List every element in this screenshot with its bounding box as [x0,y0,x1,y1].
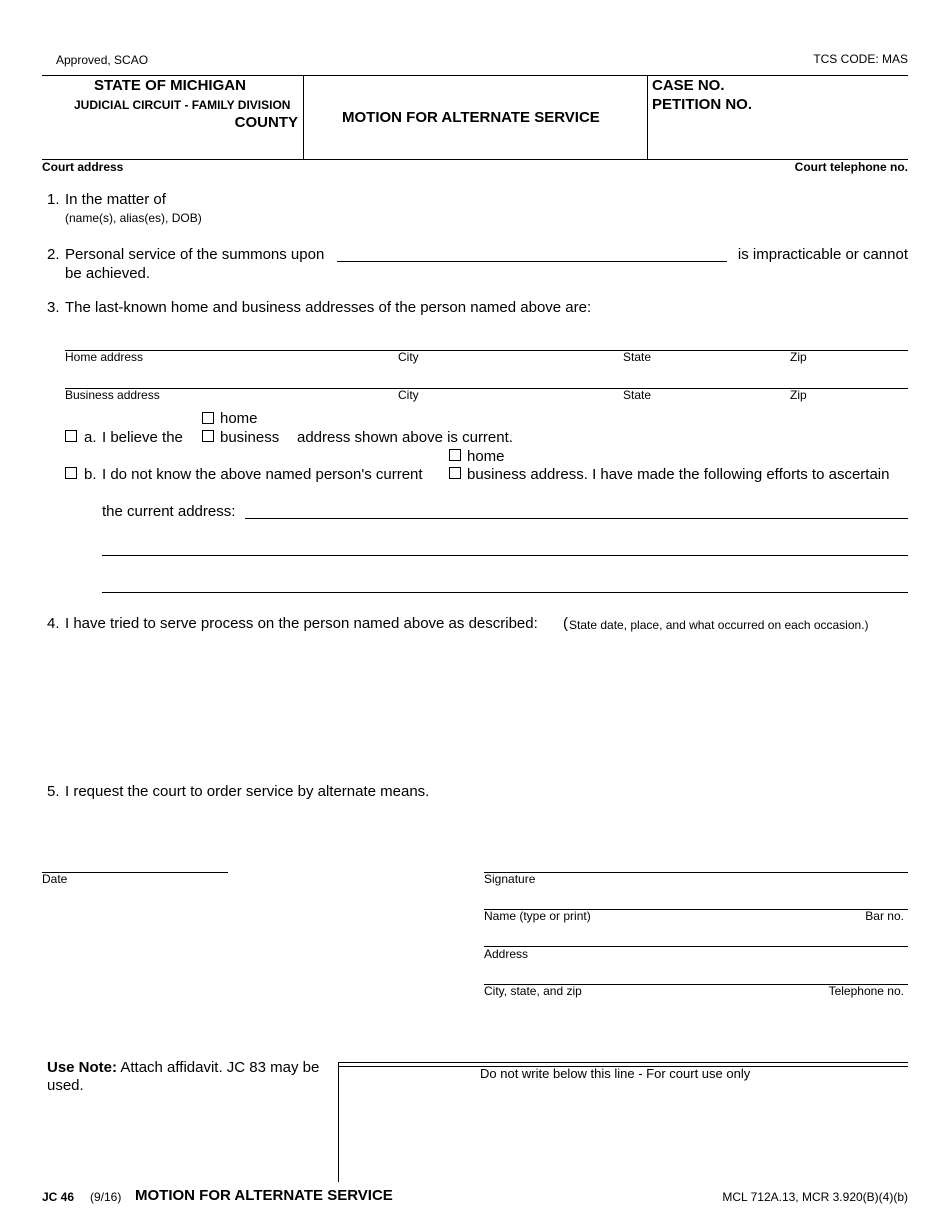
business-zip-label: Zip [790,388,807,402]
item2-text-line2: be achieved. [65,265,151,282]
page-title: MOTION FOR ALTERNATE SERVICE [342,109,600,126]
item2-text-after: is impracticable or cannot [737,246,908,263]
court-telephone-label: Court telephone no. [794,160,908,174]
item1-text: In the matter of [65,191,166,208]
business-address-label: Business address [65,388,160,402]
item1-sub: (name(s), alias(es), DOB) [65,211,202,225]
home-state-label: State [623,350,652,364]
tcs-code: TCS CODE: MAS [813,52,908,66]
item4-paren: ( [563,615,568,632]
header-divider-right [647,75,648,159]
item2-text: Personal service of the summons upon [65,246,325,263]
a-home-checkbox[interactable] [202,412,214,424]
business-address-field[interactable] [65,388,908,389]
address-label: Address [484,947,529,961]
header-top-rule [42,75,908,76]
efforts-field-3[interactable] [102,592,908,593]
summons-name-field[interactable] [337,261,727,262]
option-b-label: b. [84,466,97,483]
item3-number: 3. [47,299,60,316]
court-address-label: Court address [42,160,124,174]
b-home-label: home [467,448,505,465]
home-address-label: Home address [65,350,144,364]
case-no-label: CASE NO. [652,77,725,94]
business-state-label: State [623,388,652,402]
use-note [47,1059,335,1095]
option-b-after: business address. I have made the following efforts to ascertain [467,466,890,483]
city-state-zip-label: City, state, and zip [484,984,582,998]
option-a-after: address shown above is current. [297,429,513,446]
home-address-field[interactable] [65,350,908,351]
address-field[interactable] [484,946,908,947]
option-a-text: I believe the [102,429,183,446]
item5-number: 5. [47,783,60,800]
efforts-field-2[interactable] [102,555,908,556]
efforts-field-1[interactable] [245,518,908,519]
signature-label: Signature [484,872,536,886]
home-zip-label: Zip [790,350,807,364]
signature-field[interactable] [484,872,908,873]
court-use-label: Do not write below this line - For court use only [480,1066,751,1081]
option-a-label: a. [84,429,97,446]
use-note-label: Use Note: [47,1059,118,1076]
approved-label: Approved, SCAO [56,53,149,67]
header-divider-left [303,75,304,159]
item4-text: I have tried to serve process on the person named above as described: [65,615,538,632]
item1-number: 1. [47,191,60,208]
item4-note: State date, place, and what occurred on each occasion.) [569,618,869,632]
court-use-left-rule [338,1062,339,1182]
item4-number: 4. [47,615,60,632]
form-revision: (9/16) [90,1190,122,1204]
bar-no-label: Bar no. [865,909,904,923]
circuit-label: JUDICIAL CIRCUIT - FAMILY DIVISION [74,98,291,112]
use-note-text-line2: used. [47,1077,84,1094]
county-label: COUNTY [234,114,298,131]
header-bottom-rule [42,159,908,160]
court-use-top-rule [338,1062,908,1063]
a-business-label: business [220,429,280,446]
footer-citation: MCL 712A.13, MCR 3.920(B)(4)(b) [722,1190,908,1204]
option-a-checkbox[interactable] [65,430,77,442]
footer-title: MOTION FOR ALTERNATE SERVICE [135,1187,393,1204]
date-field[interactable] [42,872,228,873]
item2-number: 2. [47,246,60,263]
business-city-label: City [398,388,419,402]
item3-text: The last-known home and business addresses of the person named above are: [65,299,592,316]
b-business-checkbox[interactable] [449,467,461,479]
item5-text: I request the court to order service by alternate means. [65,783,430,800]
home-city-label: City [398,350,419,364]
current-address-label: the current address: [102,503,236,520]
option-b-text: I do not know the above named person's current [102,466,423,483]
petition-no-label: PETITION NO. [652,96,753,113]
telephone-label: Telephone no. [828,984,904,998]
a-home-label: home [220,410,258,427]
b-home-checkbox[interactable] [449,449,461,461]
date-label: Date [42,872,68,886]
use-note-text: Attach affidavit. JC 83 may be [120,1059,320,1076]
state-name: STATE OF MICHIGAN [94,77,246,94]
name-label: Name (type or print) [484,909,591,923]
option-b-checkbox[interactable] [65,467,77,479]
form-number: JC 46 [42,1190,75,1204]
a-business-checkbox[interactable] [202,430,214,442]
